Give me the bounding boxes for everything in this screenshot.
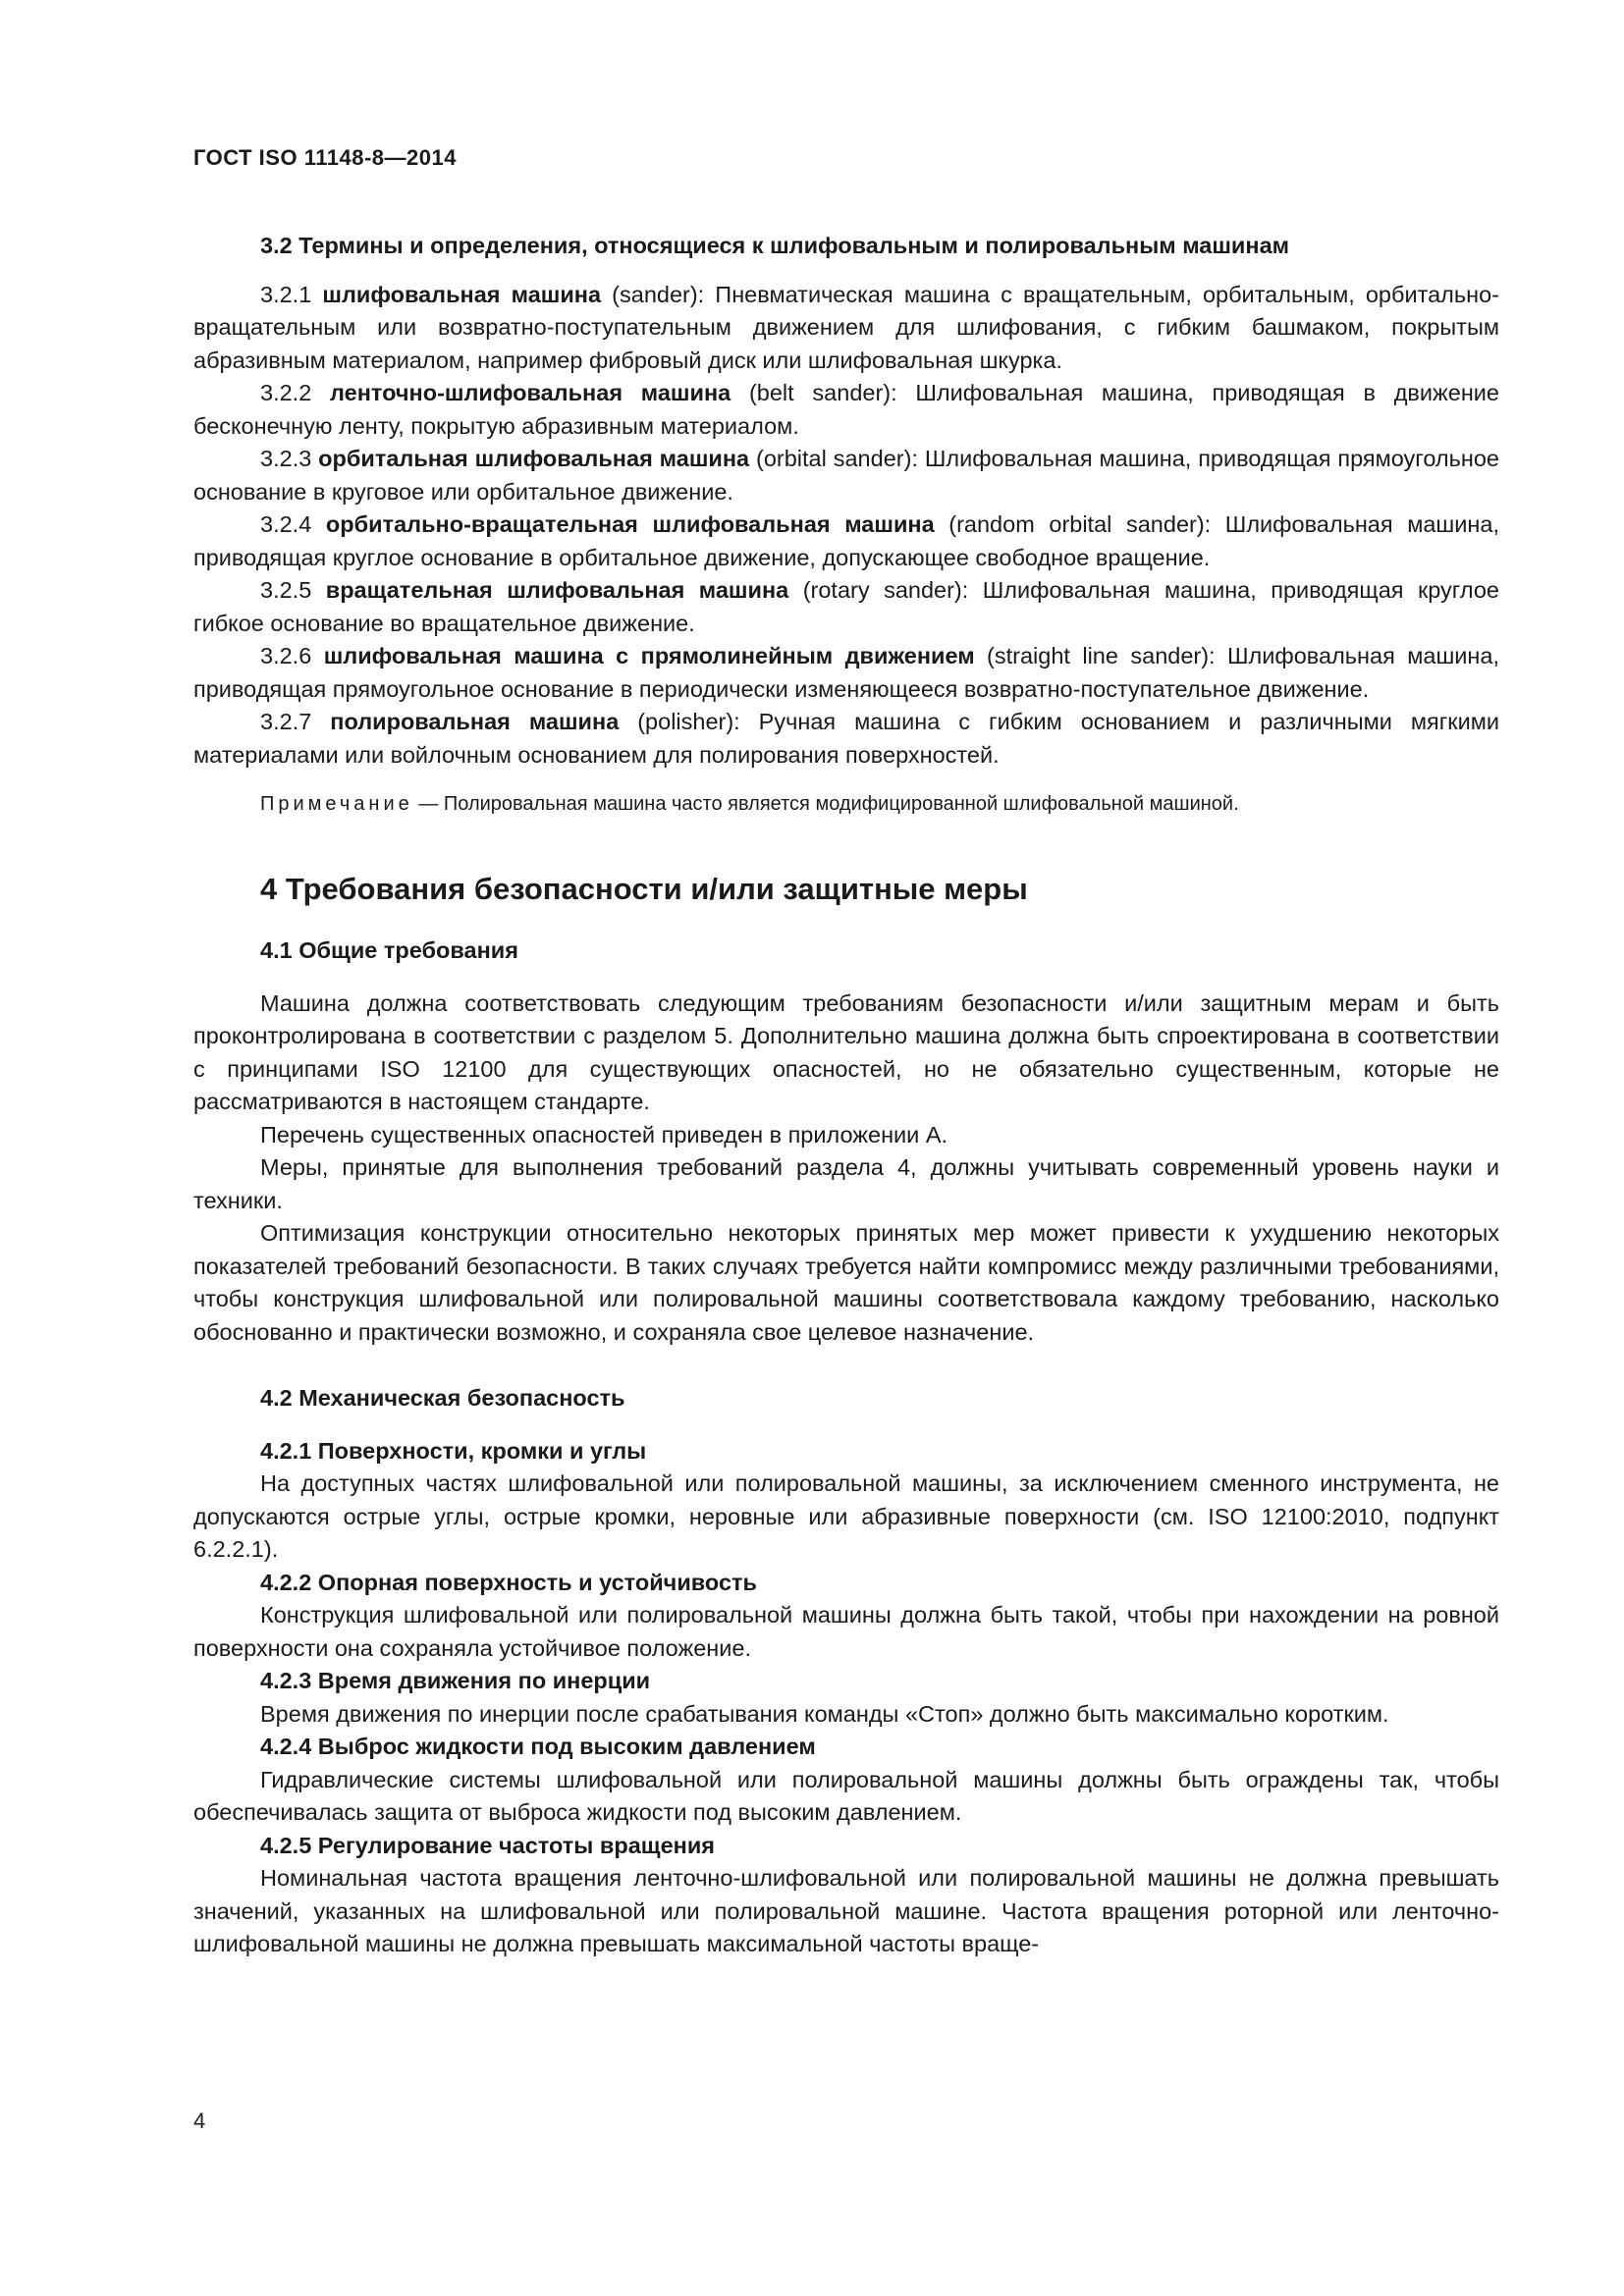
terms-list xyxy=(193,279,1499,773)
item-4-2-3-heading: 4.2.3 Время движения по инерции xyxy=(260,1668,651,1693)
chapter-4-title: 4 Требования безопасности и/или защитные меры xyxy=(260,872,1028,906)
item-4-2-1-text: На доступных частях шлифовальной или полировальной машины, за исключением сменного инструмента, не допускаются острые углы, острые кромки, неровные или абразивные поверхности (см. ISO 12100:2010, подпункт 6.2.2.1). xyxy=(193,1470,1499,1562)
item-4-2-3-text: Время движения по инерции после срабатывания команды «Стоп» должно быть максимально коротким. xyxy=(260,1700,1389,1727)
term-3-2-4: 3.2.4 орбитально-вращательная шлифовальная машина (random orbital sander): Шлифовальная машина, приводящая круглое основание в орбитальное движение, допускающее свободное вращение. xyxy=(193,511,1499,570)
note xyxy=(193,789,1499,819)
section-4-2-heading: 4.2 Механическая безопасность xyxy=(260,1385,625,1411)
section-4-1-heading: 4.1 Общие требования xyxy=(260,937,518,963)
item-4-2-2-text: Конструкция шлифовальной или полировальной машины должна быть такой, чтобы при нахождении на ровной поверхности она сохраняла устойчивое положение. xyxy=(193,1602,1499,1661)
note-text: — Полировальная машина часто является модифицированной шлифовальной машиной. xyxy=(412,793,1239,815)
item-4-2-5-text: Номинальная частота вращения ленточно-шлифовальной или полировальной машины не должна превышать значений, указанных на шлифовальной или полировальной машине. Частота вращения роторной или ленточно-шлифовальной машины не должна превышать максимальной частоты враще- xyxy=(193,1865,1499,1956)
paragraph: Перечень существенных опасностей приведен в приложении А. xyxy=(260,1121,948,1148)
paragraph: Машина должна соответствовать следующим требованиям безопасности и/или защитным мерам и быть проконтролирована в соответствии с разделом 5. Дополнительно машина должна быть спроектирована в соответствии с принципами ISO 12100 для существующих опасностей, но не обязательно существенным, которые не рассматриваются в настоящем стандарте. xyxy=(193,989,1499,1114)
term-3-2-1: 3.2.1 шлифовальная машина (sander): Пневматическая машина с вращательным, орбитальным, орбитально-вращательным или возвратно-поступательным движением для шлифования, с гибким башмаком, покрытым абразивным материалом, например фибровый диск или шлифовальная шкурка. xyxy=(193,281,1499,373)
document-code-header: ГОСТ ISO 11148-8—2014 xyxy=(193,145,457,170)
section-4-2-body xyxy=(193,1435,1499,1961)
section-4-1-body xyxy=(193,988,1499,1350)
paragraph: Оптимизация конструкции относительно некоторых принятых мер может привести к ухудшению некоторых показателей требований безопасности. В таких случаях требуется найти компромисс между различными требованиями, чтобы конструкция шлифовальной или полировальной машины соответствовала каждому требованию, насколько обоснованно и практически возможно, и сохраняла свое целевое назначение. xyxy=(193,1220,1499,1345)
item-4-2-5-heading: 4.2.5 Регулирование частоты вращения xyxy=(260,1832,716,1858)
term-3-2-5: 3.2.5 вращательная шлифовальная машина (rotary sander): Шлифовальная машина, приводящая круглое гибкое основание во вращательное движение. xyxy=(193,577,1499,636)
term-3-2-3: 3.2.3 орбитальная шлифовальная машина (orbital sander): Шлифовальная машина, приводящая прямоугольное основание в круговое или орбитальное движение. xyxy=(193,446,1499,505)
item-4-2-4-text: Гидравлические системы шлифовальной или полировальной машины должны быть ограждены так, чтобы обеспечивалась защита от выброса жидкости под высоким давлением. xyxy=(193,1766,1499,1825)
paragraph: Меры, принятые для выполнения требований раздела 4, должны учитывать современный уровень науки и техники. xyxy=(193,1154,1499,1213)
term-3-2-2: 3.2.2 ленточно-шлифовальная машина (belt sander): Шлифовальная машина, приводящая в движение бесконечную ленту, покрытую абразивным материалом. xyxy=(193,380,1499,439)
term-3-2-7: 3.2.7 полировальная машина (polisher): Ручная машина с гибким основанием и различными мягкими материалами или войлочным основанием для полирования поверхностей. xyxy=(193,709,1499,768)
document-page xyxy=(193,145,1499,1961)
section-3-2-heading: 3.2 Термины и определения, относящиеся к шлифовальным и полировальным машинам xyxy=(260,233,1290,258)
note-label: Примечание xyxy=(260,793,413,815)
term-3-2-6: 3.2.6 шлифовальная машина с прямолинейным движением (straight line sander): Шлифовальная машина, приводящая прямоугольное основание в периодически изменяющееся возвратно-поступательное движение. xyxy=(193,643,1500,702)
item-4-2-4-heading: 4.2.4 Выброс жидкости под высоким давлением xyxy=(260,1734,816,1759)
item-4-2-2-heading: 4.2.2 Опорная поверхность и устойчивость xyxy=(260,1569,757,1595)
item-4-2-1-heading: 4.2.1 Поверхности, кромки и углы xyxy=(260,1437,647,1464)
page-number: 4 xyxy=(193,2109,206,2133)
